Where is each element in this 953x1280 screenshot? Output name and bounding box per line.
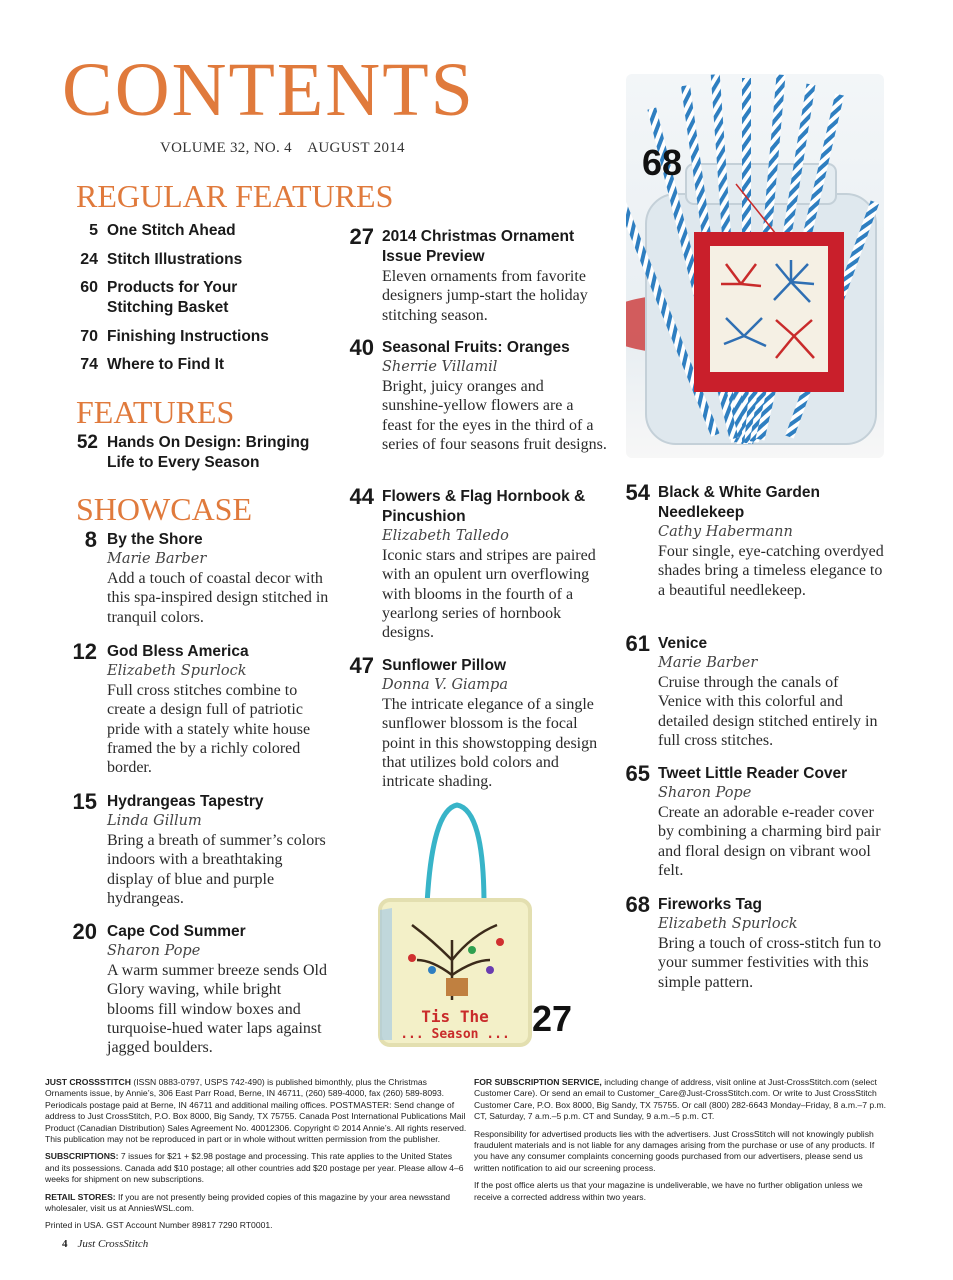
page-number: 47 — [349, 653, 374, 678]
publication-info-left — [45, 1077, 467, 1238]
entry-description: Add a touch of coastal decor with this spa-inspired design stitched in tranquil colors. — [107, 570, 329, 626]
fine-lead: SUBSCRIPTIONS: — [45, 1151, 119, 1162]
jar-illustration — [626, 74, 884, 458]
fine-lead: FOR SUBSCRIPTION SERVICE, — [474, 1077, 602, 1087]
ornament-text-line2: ... Season ... — [400, 1027, 510, 1042]
entry-title: Stitch Illustrations — [107, 251, 243, 268]
page-number: 70 — [80, 328, 98, 345]
page-number: 54 — [625, 480, 650, 505]
entry-title: Cape Cod Summer — [107, 923, 246, 940]
ornament-bulb — [496, 938, 504, 946]
entry-description: A warm summer breeze sends Old Glory waving, while bright blooms fill window boxes and turquoise-hued water laps against jagged boulders. — [107, 962, 327, 1057]
page-number: 20 — [72, 919, 97, 944]
ornament-bulb — [428, 966, 436, 974]
entry-description: Bring a touch of cross-stitch fun to your summer festivities with this simple pattern. — [658, 935, 882, 991]
entry-description: The intricate elegance of a single sunflower blossom is the focal point in this showstopping design that utilizes bold colors and intricate shading. — [382, 696, 598, 791]
folio: 4 — [62, 1238, 68, 1250]
tis-the-season-ornament-photo — [372, 800, 542, 1050]
ornament-bulb — [486, 966, 494, 974]
photo-page-number: 27 — [532, 998, 573, 1039]
section-showcase: SHOWCASE — [76, 491, 253, 527]
fine-text: (ISSN 0883-0797, USPS 742-490) is published bimonthly, plus the Christmas Ornaments issue, by Annie’s, 306 East Parr Road, Berne, IN 46711, (260) 589-4000, fax (260) 589-8093. Periodicals postage paid at Berne, IN 46711 and additional mailing offices. POSTMASTER: Send change of address to Just CrossStitch, P.O. Box 8000, Big Sandy, TX 75755. Canada Post International Publications Mail Product (Canadian Distribution) Sales Agreement No. 40012306. Copyright © 2014 Annie’s. All rights reserved. This publication may not be reproduced in part or in whole without written permission from the publisher. — [45, 1077, 467, 1145]
entry-author: Elizabeth Spurlock — [658, 916, 798, 932]
entry-description: Full cross stitches combine to create a design full of patriotic pride with a stately white house framed the by a richly colored border. — [107, 682, 311, 777]
entry-author: Elizabeth Spurlock — [107, 663, 247, 679]
page-footer — [62, 1238, 148, 1250]
section-regular-features: REGULAR FEATURES — [76, 178, 394, 214]
ornament-bulb — [468, 946, 476, 954]
entry-author: Donna V. Giampa — [382, 677, 508, 693]
fine-lead: RETAIL STORES: — [45, 1191, 116, 1202]
page-number: 74 — [80, 356, 98, 373]
entry-title: Where to Find It — [107, 356, 225, 373]
entry-title: Hands On Design: Bringing Life to Every Season — [107, 434, 310, 471]
page-number: 52 — [76, 432, 98, 453]
fine-text: Printed in USA. GST Account Number 89817 7290 RT0001. — [45, 1220, 273, 1231]
entry-description: Iconic stars and stripes are paired with an opulent urn overflowing with blooms in the fourth of a yearlong series of hornbook designs. — [382, 547, 596, 642]
entry-title: Finishing Instructions — [107, 328, 269, 345]
entry-description: Cruise through the canals of Venice with this colorful and detailed design stitched entirely in full cross stitches. — [658, 674, 878, 749]
entry-description: Four single, eye-catching overdyed shades bring a timeless elegance to a beautiful needlekeep. — [658, 543, 884, 599]
entry-description: Create an adorable e-reader cover by combining a charming bird pair and floral design on vibrant wool felt. — [658, 804, 881, 879]
entry-title: God Bless America — [107, 643, 249, 660]
entry-title: By the Shore — [107, 531, 203, 548]
entry-title: Seasonal Fruits: Oranges — [382, 339, 570, 356]
page-number: 5 — [89, 222, 98, 239]
entry-title: Products for Your Stitching Basket — [107, 279, 238, 316]
entry-title: One Stitch Ahead — [107, 222, 236, 239]
fine-lead: JUST CROSSSTITCH — [45, 1077, 131, 1087]
entry-author: Sharon Pope — [107, 943, 201, 959]
page-number: 27 — [349, 224, 374, 249]
photo-page-number: 68 — [642, 142, 683, 183]
entry-title: Black & White Garden Needlekeep — [658, 484, 820, 521]
ornament-bulb — [408, 954, 416, 962]
entry-title: Hydrangeas Tapestry — [107, 793, 264, 810]
entry-description: Bring a breath of summer’s colors indoors with a breathtaking display of blue and purple hydrangeas. — [107, 832, 326, 907]
entry-description: Eleven ornaments from favorite designers jump-start the holiday stitching season. — [382, 268, 588, 324]
fine-text: If the post office alerts us that your magazine is undeliverable, we have no further obligation unless we receive a corrected address within two years. — [474, 1180, 863, 1202]
entry-author: Sharon Pope — [658, 785, 752, 801]
page-number: 61 — [625, 631, 650, 656]
entry-title: Flowers & Flag Hornbook & Pincushion — [382, 488, 586, 525]
entry-description: Bright, juicy oranges and sunshine-yellow flowers are a feast for the eyes in the third of a series of four seasons fruit designs. — [382, 378, 607, 453]
publication-info-right — [474, 1077, 889, 1209]
fine-text: Responsibility for advertised products lies with the advertisers. Just CrossStitch will not knowingly publish fraudulent materials and is not liable for any damages arising from the purchase or use of any products. If you have any consumer complaints concerning goods purchased from our advertisers, please send us written notification to aid our screening process. — [474, 1128, 875, 1173]
entry-title: 2014 Christmas Ornament Issue Preview — [382, 228, 575, 265]
page-number: 68 — [625, 892, 650, 917]
entry-author: Sherrie Villamil — [382, 359, 498, 375]
entry-title: Venice — [658, 635, 708, 652]
entry-author: Cathy Habermann — [658, 524, 793, 540]
page-number: 65 — [625, 761, 650, 786]
page-number: 24 — [80, 251, 98, 268]
magazine-name: Just CrossStitch — [77, 1238, 149, 1250]
page-number: 12 — [72, 639, 97, 664]
page-number: 40 — [349, 335, 374, 360]
section-features: FEATURES — [76, 394, 235, 430]
page-number: 8 — [84, 527, 97, 552]
page-number: 44 — [349, 484, 374, 509]
page-number: 60 — [80, 279, 98, 296]
page-title: CONTENTS — [62, 48, 475, 132]
entry-title: Tweet Little Reader Cover — [658, 765, 848, 782]
fine-text: If you are not presently being provided copies of this magazine by your area newsstand wholesaler, visit us at AnniesWSL.com. — [45, 1191, 451, 1214]
entry-author: Linda Gillum — [107, 813, 202, 829]
ornament-text-line1: Tis The — [421, 1007, 489, 1026]
fine-text: 7 issues for $21 + $2.98 postage and processing. This rate applies to the United States and its possessions. Canada add $10 postage; all other countries add $20 postage per year. Please allow 4–6 weeks for shipment on new subscriptions. — [45, 1151, 464, 1185]
entry-title: Sunflower Pillow — [382, 657, 507, 674]
entry-title: Fireworks Tag — [658, 896, 762, 913]
entry-author: Elizabeth Talledo — [382, 528, 509, 544]
entry-author: Marie Barber — [658, 655, 758, 671]
fine-text: including change of address, visit online at Just-CrossStitch.com (select Customer Care). Or send an email to Customer_Care@Just-CrossStitch.com. Or write to Just CrossStitch Customer Care, P.O. Box 8000, Big Sandy, TX 75755. Or call (800) 282-6643 Monday–Friday, 8 a.m.–7 p.m. CT, Saturday, 7 a.m.–5 p.m. CT and Sunday, 9 a.m.–5 p.m. CT. — [474, 1077, 887, 1122]
issue-info: VOLUME 32, NO. 4 AUGUST 2014 — [160, 140, 405, 156]
page-number: 15 — [72, 789, 97, 814]
entry-author: Marie Barber — [107, 551, 207, 567]
fireworks-tag-photo — [626, 74, 884, 458]
